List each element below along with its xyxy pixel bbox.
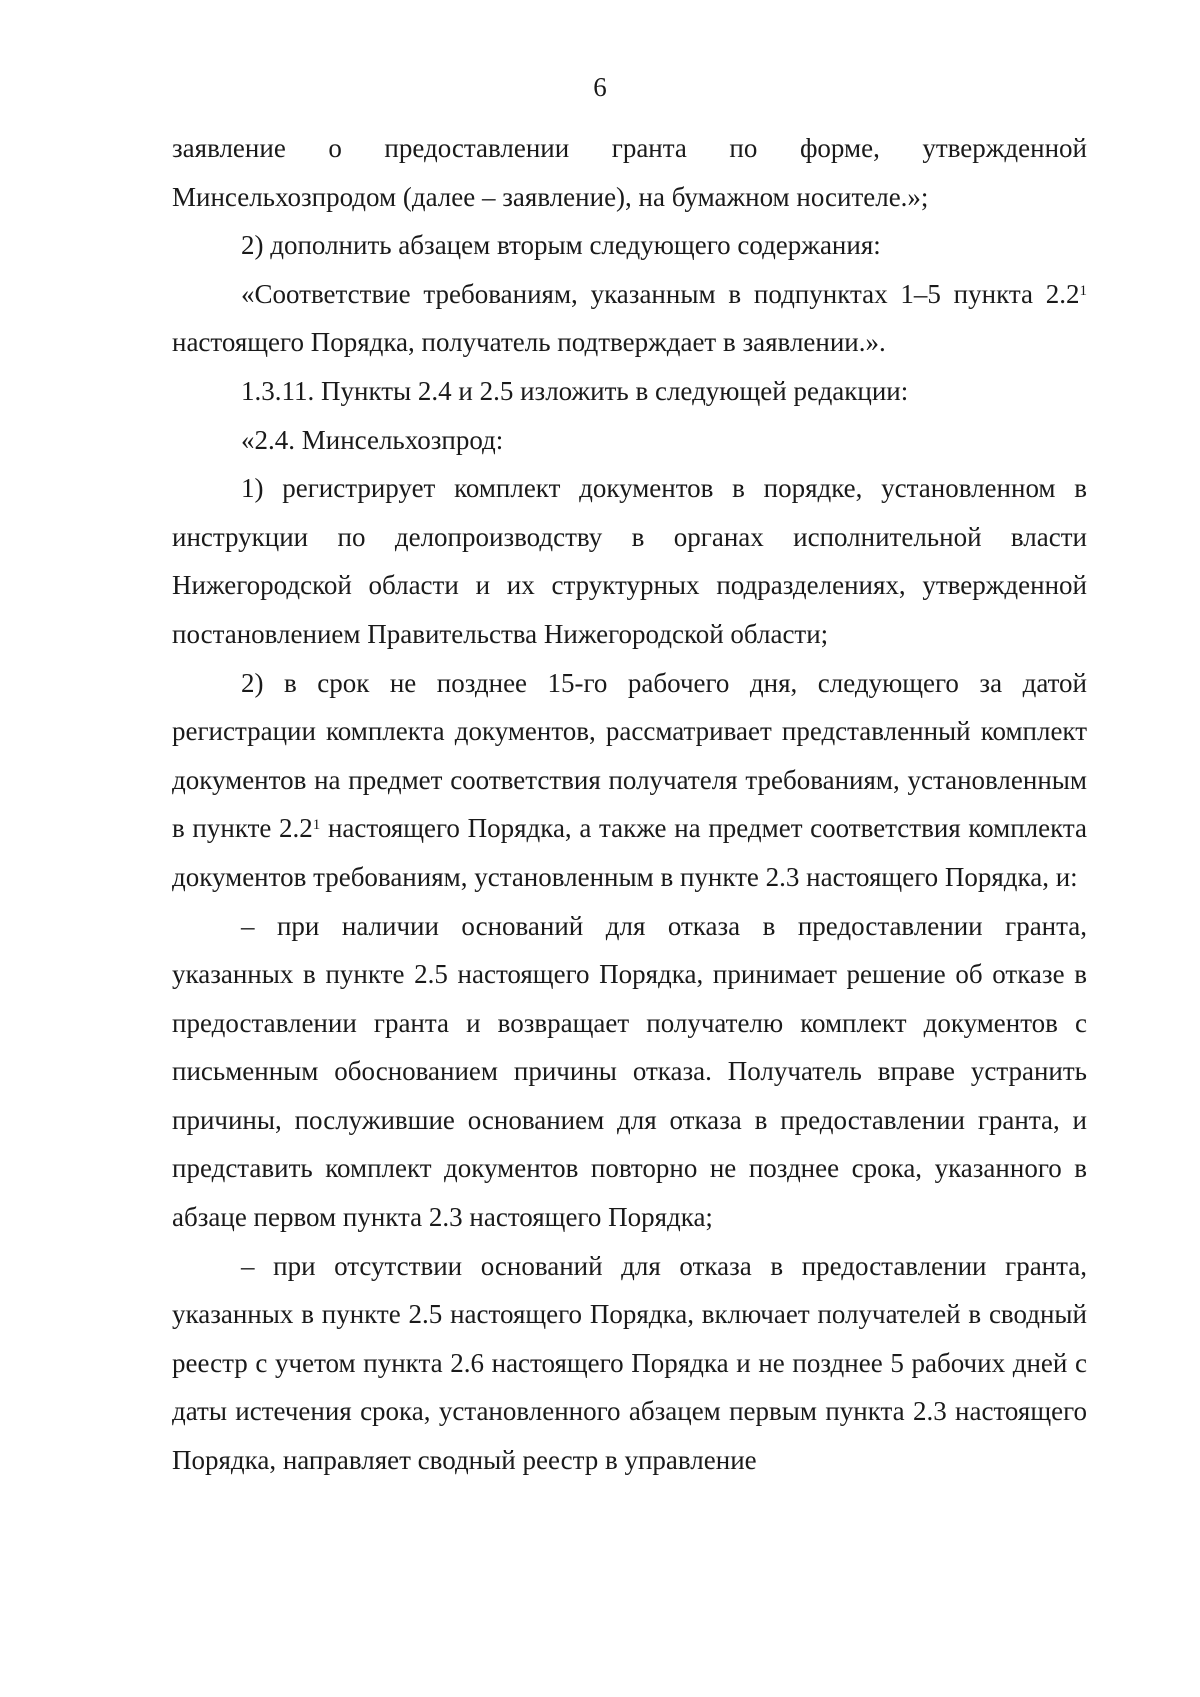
document-body bbox=[172, 124, 1087, 1485]
page-number: 6 bbox=[593, 72, 607, 102]
paragraph-text-part: «Соответствие требованиям, указанным в подпунктах 1–5 пункта 2.2 bbox=[241, 278, 1080, 309]
paragraph-item-1-registration: 1) регистрирует комплект документов в порядке, установленном в инструкции по делопроизводству в органах исполнительной власти Нижегородской области и их структурных подразделениях, утвержденной постановлением Правительства Нижегородской области; bbox=[172, 473, 1087, 649]
superscript-marker: 1 bbox=[312, 817, 321, 834]
paragraph-approval-case: – при отсутствии оснований для отказа в предоставлении гранта, указанных в пункте 2.5 настоящего Порядка, включает получателей в сводный реестр с учетом пункта 2.6 настоящего Порядка и не позднее 5 рабочих дней с даты истечения срока, установленного абзацем первым пункта 2.3 настоящего Порядка, направляет сводный реестр в управление bbox=[172, 1250, 1087, 1476]
paragraph-text-part: настоящего Порядка, получатель подтверждает в заявлении.». bbox=[172, 327, 886, 358]
paragraph-clause-1-3-11: 1.3.11. Пункты 2.4 и 2.5 изложить в следующей редакции: bbox=[241, 375, 909, 406]
paragraph-compliance-quote bbox=[172, 270, 1087, 367]
paragraph-item-2-review bbox=[172, 659, 1087, 902]
superscript-marker: 1 bbox=[1079, 282, 1087, 299]
paragraph-application-form: заявление о предоставлении гранта по форме, утвержденной Минсельхозпродом (далее – заявление), на бумажном носителе.»; bbox=[172, 133, 1087, 212]
paragraph-text-part: 2) в срок не позднее 15-го рабочего дня, следующего за датой регистрации комплекта документов, рассматривает представленный комплект документов на предмет соответствия получателя требованиям, установленным в пункте 2.2 bbox=[172, 667, 1087, 844]
paragraph-amendment-2: 2) дополнить абзацем вторым следующего содержания: bbox=[241, 230, 881, 261]
paragraph-refusal-case: – при наличии оснований для отказа в предоставлении гранта, указанных в пункте 2.5 настоящего Порядка, принимает решение об отказе в предоставлении гранта и возвращает получателю комплект документов с письменным обоснованием причины отказа. Получатель вправе устранить причины, послужившие основанием для отказа в предоставлении гранта, и представить комплект документов повторно не позднее срока, указанного в абзаце первом пункта 2.3 настоящего Порядка; bbox=[172, 910, 1087, 1233]
paragraph-text-part: настоящего Порядка, а также на предмет соответствия комплекта документов требованиям, установленным в пункте 2.3 настоящего Порядка, и: bbox=[172, 813, 1087, 892]
paragraph-clause-2-4: «2.4. Минсельхозпрод: bbox=[241, 424, 504, 455]
